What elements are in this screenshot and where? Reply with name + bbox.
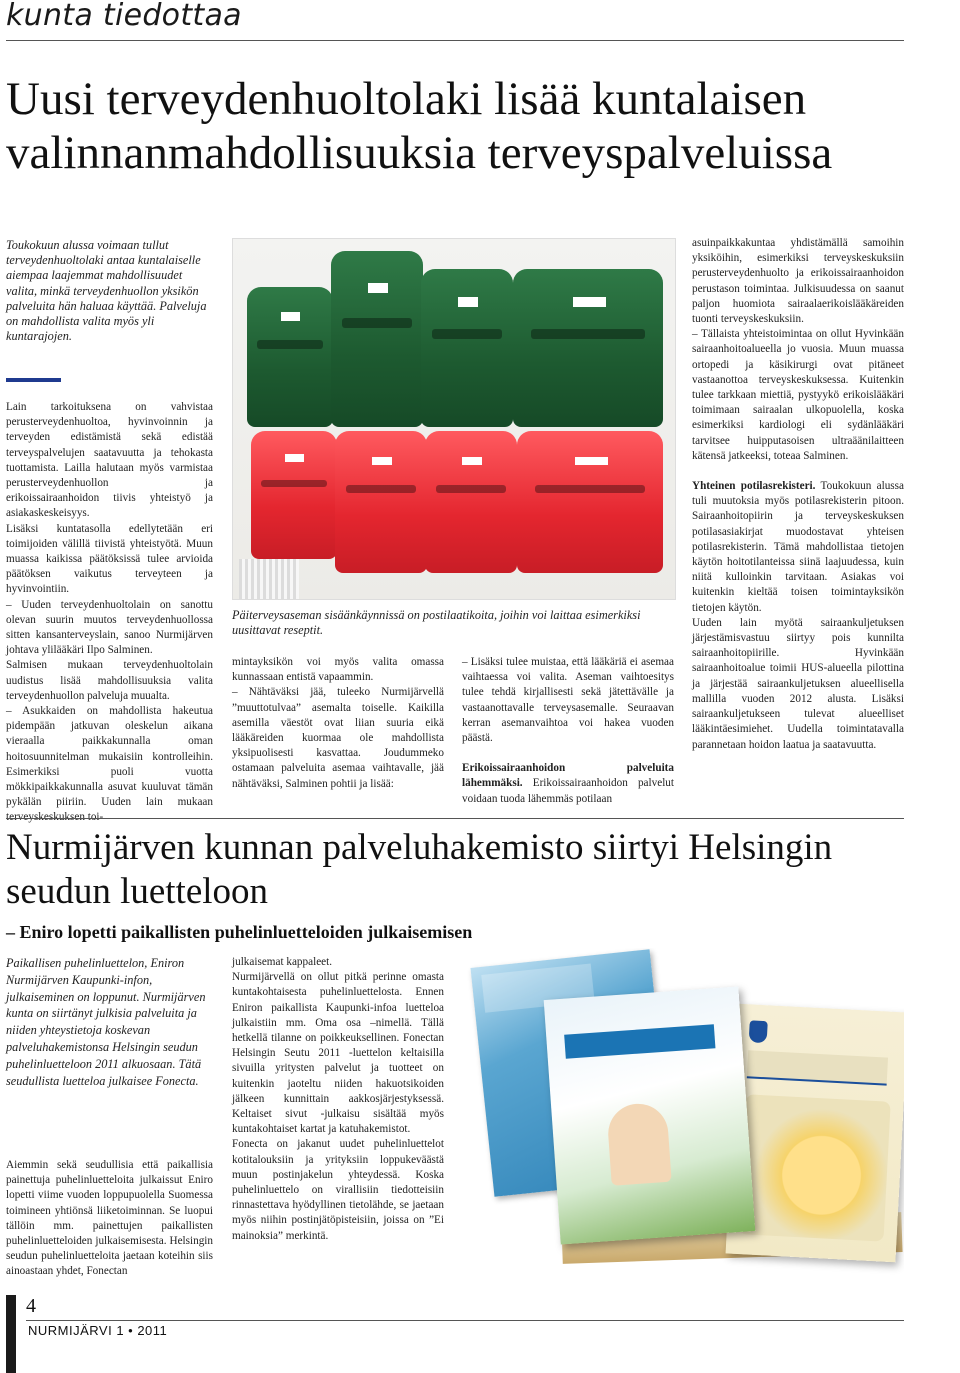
- article2-column-1: [6, 1158, 213, 1280]
- paragraph: Fonecta on jakanut uudet puhelinluettelot kotitalouksiin ja yrityksiin loppukeväästä muun postinjakelun yhteydessä. Koska puhelinluettelo on virallisiin tiedotteisiin rinnastettava hyödyllinen tietolähde, se jaetaan myös niihin postinjätöpisteisiin, joissa on ”Ei mainoksia” merkintä.: [232, 1138, 444, 1242]
- paragraph: Nurmijärvellä on ollut pitkä perinne omasta kuntakohtaisesta puhelinluettelosta. Ennen Eniron paikallista Kaupunki-infoa luetteloa julkaistiin mm. Oma osa –nimellä. Tällä hetkellä tilanne on poikkeuksellinen. Fonectan Helsingin Seutu 2011 -luettelon keltaisilla sivuilla yritysten palvelut ja tuotteet on kuitenkin jaoteltu niiden hakuotsikoiden jälkeen kunnittain aakkosjärjestyksessä. Keltaiset sivut -julkaisu sisältää myös kuntakohtaiset kartat ja katuhakemistot.: [232, 971, 444, 1136]
- article1-lead: Toukokuun alussa voimaan tullut terveydenhuoltolaki antaa kuntalaiselle aiempaa laajemmat mahdollisuudet valita, minkä terveydenhuollon yksikön palveluita hän haluaa käyttää. Palveluja on mahdollista valita myös yli kuntarajojen.: [6, 238, 207, 344]
- photo-caption: Päiterveysaseman sisäänkäynnissä on postilaatikoita, joihin voi laittaa esimerkiksi uusittavat reseptit.: [232, 608, 641, 637]
- paragraph: – Asukkaiden on mahdollista hakeutua pidempään jatkuvan oleskelun aikana vieraalla paikkakunnalla oman hoitosuunnitelman mukaisiin kontrolleihin. Esimerkiksi puoli vuotta mökkipaikkakunnalla asuvat kuuluvat tämän pykälän piiriin. Uuden lain mukaan: [6, 705, 213, 809]
- article1-column-1: [6, 400, 213, 826]
- paragraph: Lisäksi kuntatasolla edellytetään eri toimijoiden välillä tiivistä yhteistyötä. Muun muassa kaikissa päätöksissä tulee arvioida päätöksen vaikutus terveyteen ja hyvinvointiin.: [6, 522, 213, 596]
- article2-column-2: [232, 955, 444, 1244]
- red-mailbox: [251, 431, 337, 559]
- publication-name: NURMIJÄRVI 1 • 2011: [28, 1323, 168, 1338]
- paragraph: [692, 479, 904, 616]
- article2-headline: Nurmijärven kunnan palveluhakemisto siirtyi Helsingin seudun luetteloon: [6, 827, 833, 912]
- map-illustration: [739, 1094, 891, 1241]
- paragraph: julkaisemat kappaleet.: [232, 956, 333, 968]
- paragraph: Uuden lain myötä sairaankuljetuksen järjestämisvastuu siirtyy pois kunnilta sairaanhoitopiirille. Hyvinkään sairaanhoitoalue toimii HUS-alueella pilottina ja järjestää sairaankuljetuksen alueellisella mallilla vuoden 2012 alusta. Lisäksi sairaankuljetukseen tulevat alueelliset lääkintäesimiehet. Uudella toimintatavalla parannetaan hoidon laatua ja saatavuutta.: [692, 616, 904, 751]
- paragraph: – Tällaista yhteistoimintaa on ollut Hyvinkään sairaanhoitoalueella jo vuosia. Muun muassa ortopedi ja käsikirurgi ovat pitäneet vastaanottoa terveyskeskuksessa. Kuitenkin tulee tarkkaan miettiä, pystyykö erikoislääkäri toimimaan sairaalan ulkopuolella, koska esimerkiksi kardiologi eli sydänlääkäri tarvitsee huipputasoisen ultraäänilaitteen kätensä jatkeeksi, toteaa Salminen.: [692, 328, 904, 462]
- green-mailbox: [247, 287, 333, 427]
- header-rule: [6, 40, 904, 41]
- section-kicker: kunta tiedottaa: [6, 0, 242, 33]
- red-mailbox: [517, 431, 663, 573]
- green-mailbox: [421, 269, 513, 427]
- article1-column-2: [232, 655, 444, 792]
- lead-accent-rule: [6, 378, 61, 382]
- article1-headline: Uusi terveydenhuoltolaki lisää kuntalaisen valinnanmahdollisuuksia terveyspalveluissa: [6, 73, 833, 179]
- paragraph: Aiemmin sekä seudullisia että paikallisia painettuja puhelinluetteloita julkaissut Eniro lopetti viime vuoden loppupuolella Suomessa toimineen yhtiönsä liiketoiminnan. Se luopui tällöin mm. painettujen paikallisten puhelinluetteloiden julkaisemisesta. Helsingin seudun puhelinluetteloita jaetaan koteihin siis ainoastaan yhdet, Fonectan: [6, 1159, 213, 1278]
- article1-column-4: [692, 236, 904, 753]
- paragraph: Lain tarkoituksena on vahvistaa perusterveydenhuoltoa, hyvinvoinnin ja terveyden edistämistä sekä edistää terveyspalvelujen saatavuutta ja tehokasta tuottamista. Laillа halutaan myös varmistaa perusterveydenhuollon ja erikoissairaanhoidon tiivis yhteistyö ja asiakaskeskeisyys.: [6, 401, 213, 520]
- paragraph: [462, 761, 674, 807]
- phonebook-photo: [452, 948, 904, 1280]
- subhead-continuation: Erikoissairaanhoidon palvelut voidaan tuoda lähemmäs potilaan: [462, 777, 674, 805]
- article1-column-3: [462, 655, 674, 807]
- paragraph: – Nähtäväksi jää, tuleeko Nurmijärvellä ”muuttotulvaa” asemalta toiselle. Kaikilla asemilla väestöt ovat liian suuria eikä lääkäreiden kuormaa ole mahdollista yksipuolisesti kasvattaa. Joudummeko ostamaan palveluita asemaa vaihtavalle, jää nähtäväksi, Salminen pohtii ja lisää:: [232, 686, 444, 790]
- subhead-continuation: Toukokuun alussa tuli muutoksia myös potilasrekisterin pitoon. Sairaanhoitopiirin ja terveyskeskuksen potilasasiakirjat muodostavat yhteisen potilasrekisterin. Tämä mahdollistaa tietojen käytön hoitotilanteissa siinä laajuudessa, kuin niitä kulloinkin tarvitaan. Asiakas voi kuitenkin kieltää toisen toimintayksikön tietojen käytön.: [692, 480, 904, 614]
- paragraph: – Uuden terveydenhuoltolain on sanottu olevan suurin muutos terveydenhuollossa sitten kansanterveyslain, sanoo Nurmijärven johtava ylilääkäri Ilpo Salminen.: [6, 598, 213, 657]
- cover-person: [606, 1102, 671, 1186]
- municipality-logo: [749, 1020, 768, 1043]
- mailbox-photo: [232, 238, 676, 600]
- red-mailbox: [425, 431, 517, 573]
- phonebook-cover-front: [544, 986, 756, 1244]
- footer-rule: [26, 1320, 904, 1321]
- article-separator: [6, 818, 904, 819]
- subhead-patient-registry: Yhteinen potilasrekisteri.: [692, 480, 816, 493]
- green-mailbox: [331, 251, 423, 427]
- paragraph: asuinpaikkakuntaa yhdistämällä samoihin yksiköihin, esimerkiksi terveyskeskuksiin perusterveydenhuolto ja erikoissairaanhoidon perustason toimintaa. Julkisuudessa on saanut paljon huomiota sairaalaerikoislääkäreiden tuonti terveyskeskuksiin.: [692, 237, 904, 326]
- paragraph: – Lisäksi tulee muistaa, että lääkäriä ei asemaa vaihtaessa voi valita. Aseman vaihtoesitys tulee tehdä kirjallisesti sekä jätettävälle ja vastaanottavalle terveysasemalle. Seuraavan kerran asemanvaihtoa voi hakea vuoden päästä.: [462, 656, 674, 745]
- paragraph: mintayksikön voi myös valita omassa kunnassaan entistä vapaammin.: [232, 656, 444, 684]
- subhead-specialist-care: Erikoissairaanhoidon palveluita lähemmäksi.: [462, 762, 674, 790]
- page-number: 4: [26, 1295, 36, 1317]
- footer-accent-bar: [6, 1295, 16, 1373]
- paragraph: Salmisen mukaan terveydenhuoltolain uudistus lisää mahdollisuuksia valita terveydenhuollon palveluja muualta.: [6, 659, 213, 702]
- green-mailbox: [513, 269, 663, 427]
- radiator: [239, 559, 299, 600]
- article2-lead: Paikallisen puhelinluettelon, Eniron Nurmijärven Kaupunki-infon, julkaiseminen on loppunut. Nurmijärven kunta on siirtänyt julkisia palveluita ja niiden yhteystietoja koskevan palveluhakemistonsa Helsingin seudun puhelinluetteloon 2011 alkuosaan. Tätä seudullista luetteloa julkaisee Fonecta.: [6, 956, 206, 1088]
- red-mailbox: [335, 431, 427, 573]
- article2-subheading: – Eniro lopetti paikallisten puhelinluetteloiden julkaisemisen: [6, 922, 473, 942]
